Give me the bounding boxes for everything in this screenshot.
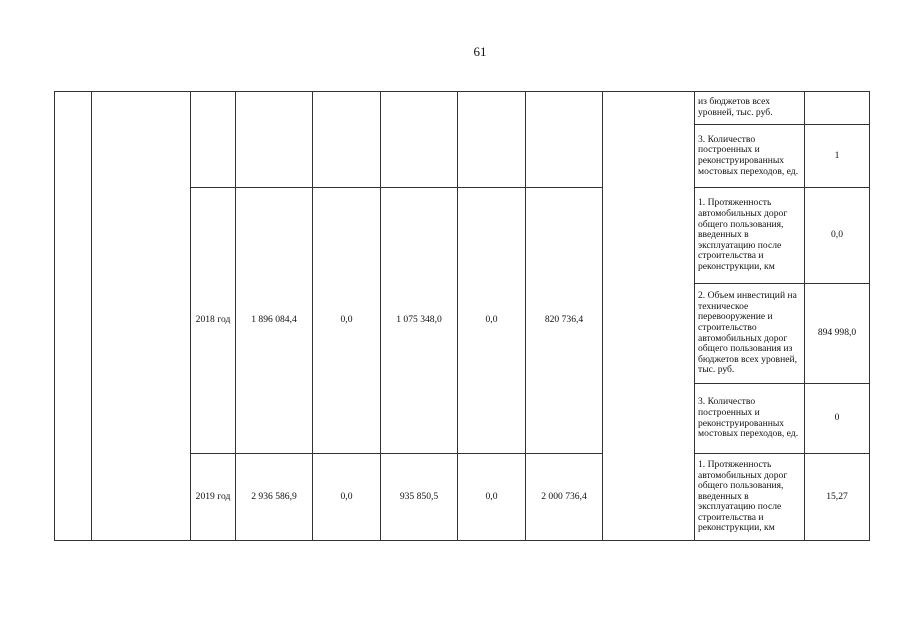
empty-cell-executor [603, 92, 695, 541]
empty-cell-total [236, 92, 313, 188]
table-row [55, 92, 870, 125]
indicator-text: 2. Объем инвестиций на техническое перевооружение и строительство автомобильных дорог общего пользования из бюджетов всех уровней, тыс. руб. [695, 284, 805, 384]
col5-cell: 2 000 736,4 [526, 454, 603, 541]
empty-cell-year [191, 92, 236, 188]
empty-cell-name [92, 92, 191, 541]
col4-cell: 0,0 [458, 454, 526, 541]
col4-cell: 0,0 [458, 188, 526, 454]
indicator-value: 0,0 [805, 188, 870, 284]
col5-cell: 820 736,4 [526, 188, 603, 454]
indicator-value: 15,27 [805, 454, 870, 541]
indicator-text: 3. Количество построенных и реконструированных мостовых переходов, ед. [695, 125, 805, 188]
col3-cell: 935 850,5 [381, 454, 458, 541]
empty-cell-num [55, 92, 92, 541]
indicator-text: 1. Протяженность автомобильных дорог общего пользования, введенных в эксплуатацию после строительства и реконструкции, км [695, 454, 805, 541]
indicator-value [805, 92, 870, 125]
empty-cell-col5 [526, 92, 603, 188]
indicator-text: из бюджетов всех уровней, тыс. руб. [695, 92, 805, 125]
indicator-text: 3. Количество построенных и реконструированных мостовых переходов, ед. [695, 384, 805, 454]
total-cell: 1 896 084,4 [236, 188, 313, 454]
page-number: 61 [473, 44, 487, 59]
empty-cell-col4 [458, 92, 526, 188]
indicator-text: 1. Протяженность автомобильных дорог общего пользования, введенных в эксплуатацию после строительства и реконструкции, км [695, 188, 805, 284]
col3-cell: 1 075 348,0 [381, 188, 458, 454]
col2-cell: 0,0 [313, 454, 381, 541]
budget-table [54, 91, 870, 541]
indicator-value: 894 998,0 [805, 284, 870, 384]
empty-cell-col3 [381, 92, 458, 188]
indicator-value: 0 [805, 384, 870, 454]
indicator-value: 1 [805, 125, 870, 188]
total-cell: 2 936 586,9 [236, 454, 313, 541]
col2-cell: 0,0 [313, 188, 381, 454]
year-cell: 2019 год [191, 454, 236, 541]
empty-cell-col2 [313, 92, 381, 188]
year-cell: 2018 год [191, 188, 236, 454]
